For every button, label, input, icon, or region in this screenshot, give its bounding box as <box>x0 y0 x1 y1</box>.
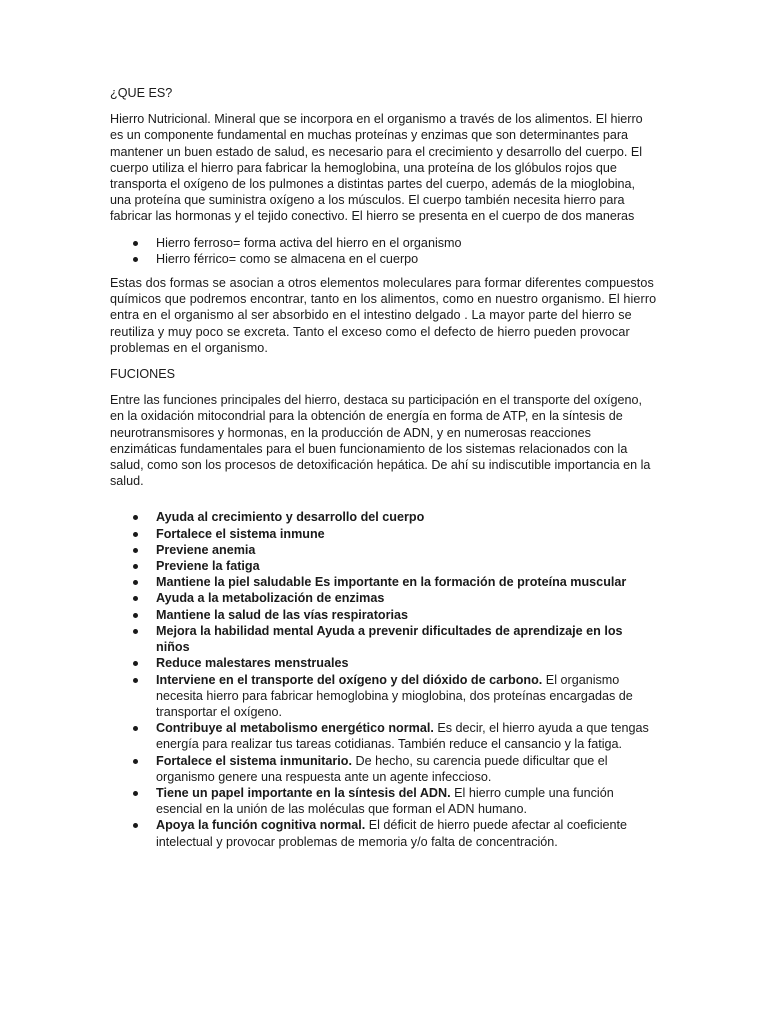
list-item <box>110 526 658 542</box>
benefit-rest: El déficit de hierro puede afectar al coeficiente intelectual y provocar problemas de memoria y/o falta de concentración. <box>156 818 628 849</box>
iron-forms-list <box>110 235 658 267</box>
benefit-strong: Fortalece el sistema inmunitario. <box>156 753 352 768</box>
list-item: Hierro ferroso= forma activa del hierro en el organismo <box>110 235 658 251</box>
list-item <box>110 542 658 558</box>
list-item <box>110 753 658 785</box>
list-item <box>110 785 658 817</box>
forms-paragraph: Estas dos formas se asocian a otros elementos moleculares para formar diferentes compuestos químicos que podremos encontrar, tanto en los alimentos, como en nuestro organismo. El hierro entra en el organismo al ser absorbido en el intestino delgado . La mayor parte del hierro se reutiliza y muy poco se excreta. Tanto el exceso como el defecto de hierro pueden provocar problemas en el organismo. <box>110 276 657 355</box>
benefit-strong: Ayuda a la metabolización de enzimas <box>156 591 385 606</box>
benefit-strong: Previene la fatiga <box>156 559 260 574</box>
benefits-list <box>110 509 658 849</box>
list-item <box>110 720 658 752</box>
list-item <box>110 672 658 721</box>
benefit-strong: Tiene un papel importante en la síntesis del ADN. <box>156 785 451 800</box>
benefit-strong: Fortalece el sistema inmune <box>156 526 325 541</box>
list-item <box>110 509 658 525</box>
benefit-rest: De hecho, su carencia puede dificultar que el organismo genere una respuesta ante un agente infeccioso. <box>156 753 608 784</box>
benefit-rest: El hierro cumple una función esencial en la unión de las moléculas que forman el ADN humano. <box>156 785 614 817</box>
benefit-strong: Previene anemia <box>156 542 256 557</box>
list-item <box>110 590 658 606</box>
benefit-strong: Ayuda al crecimiento y desarrollo del cuerpo <box>156 510 425 525</box>
list-item <box>110 623 658 655</box>
heading-que-es: ¿QUE ES? <box>110 86 173 100</box>
benefit-rest: El organismo necesita hierro para fabricar hemoglobina y mioglobina, dos proteínas encargadas de transportar el oxígeno. <box>156 672 633 719</box>
list-item <box>110 574 658 590</box>
benefit-strong: Reduce malestares menstruales <box>156 656 349 671</box>
document-page <box>110 85 658 858</box>
benefit-strong: Contribuye al metabolismo energético normal. <box>156 721 434 736</box>
benefit-strong: Mejora la habilidad mental Ayuda a prevenir dificultades de aprendizaje en los niños <box>156 623 623 655</box>
benefit-strong: Mantiene la piel saludable Es importante en la formación de proteína muscular <box>156 575 627 590</box>
intro-paragraph: Hierro Nutricional. Mineral que se incorpora en el organismo a través de los alimentos. El hierro es un componente fundamental en muchas proteínas y enzimas que son determinantes para mantener un buen estado de salud, es necesario para el crecimiento y desarrollo del cuerpo. El cuerpo utiliza el hierro para fabricar la hemoglobina, una proteína de los glóbulos rojos que transporta el oxígeno de los pulmones a distintas partes del cuerpo, además de la mioglobina, una proteína que suministra oxígeno a los músculos. El cuerpo también necesita hierro para fabricar las hormonas y el tejido conectivo. El hierro se presenta en el cuerpo de dos maneras <box>110 112 643 224</box>
spacer <box>110 499 658 509</box>
list-item <box>110 558 658 574</box>
benefit-rest: Es decir, el hierro ayuda a que tengas energía para realizar tus tareas cotidianas. También reduce el cansancio y la fatiga. <box>156 721 649 752</box>
list-item <box>110 607 658 623</box>
list-item <box>110 655 658 671</box>
list-item: Hierro férrico= como se almacena en el cuerpo <box>110 251 658 267</box>
functions-paragraph: Entre las funciones principales del hierro, destaca su participación en el transporte del oxígeno, en la oxidación mitocondrial para la obtención de energía en forma de ATP, en la síntesis de neurotransmisores y hormonas, en la producción de ADN, y en numerosas reacciones enzimáticas fundamentales para el buen funcionamiento de los sistemas relacionados con la salud, como son los procesos de detoxificación hepática. De ahí su indiscutible importancia en la salud. <box>110 393 651 489</box>
benefit-strong: Mantiene la salud de las vías respiratorias <box>156 607 408 622</box>
heading-funciones: FUCIONES <box>110 367 176 382</box>
list-item <box>110 817 658 849</box>
benefit-strong: Apoya la función cognitiva normal. <box>156 818 366 833</box>
benefit-strong: Interviene en el transporte del oxígeno y del dióxido de carbono. <box>156 672 543 687</box>
